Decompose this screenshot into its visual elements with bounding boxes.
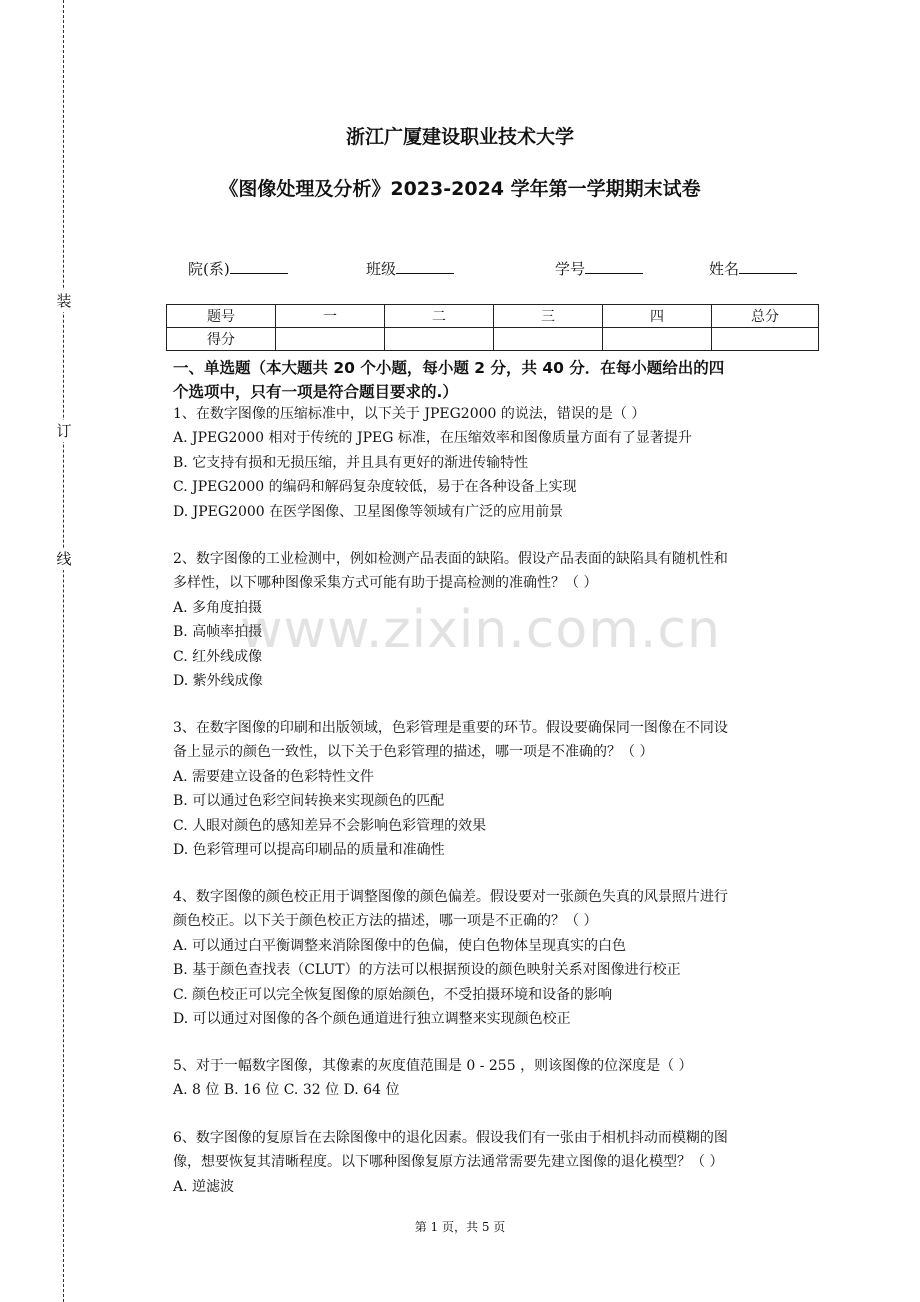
binding-char-ding: 订 xyxy=(54,420,74,442)
question-stem: 3、在数字图像的印刷和出版领域，色彩管理是重要的环节。假设要确保同一图像在不同设 xyxy=(173,720,728,736)
question-6 xyxy=(173,1126,823,1199)
question-stem: 备上显示的颜色一致性，以下关于色彩管理的描述，哪一项是不准确的？（ ） xyxy=(173,744,654,761)
option-c: C. 红外线成像 xyxy=(173,648,263,665)
option-d: D. 色彩管理可以提高印刷品的质量和准确性 xyxy=(173,842,445,859)
option-a: A. 可以通过白平衡调整来消除图像中的色偏，使白色物体呈现真实的白色 xyxy=(173,937,627,954)
question-stem: 多样性，以下哪种图像采集方式可能有助于提高检测的准确性？（ ） xyxy=(173,575,598,592)
option-b: B. 高帧率拍摄 xyxy=(173,624,263,641)
question-stem: 4、数字图像的颜色校正用于调整图像的颜色偏差。假设要对一张颜色失真的风景照片进行 xyxy=(173,889,728,905)
name-label: 姓名 xyxy=(709,260,740,278)
option-b: B. 它支持有损和无损压缩，并且具有更好的渐进传输特性 xyxy=(173,454,529,471)
question-stem: 颜色校正。以下关于颜色校正方法的描述，哪一项是不正确的？（ ） xyxy=(173,913,598,930)
option-a: A. 逆滤波 xyxy=(173,1178,235,1195)
section-heading xyxy=(173,356,823,404)
score-cell: 一 xyxy=(276,305,385,328)
name-blank[interactable] xyxy=(739,257,797,274)
score-input-cell[interactable] xyxy=(385,328,494,351)
question-stem: 6、数字图像的复原旨在去除图像中的退化因素。假设我们有一张由于相机抖动而模糊的图 xyxy=(173,1130,728,1146)
score-input-cell[interactable] xyxy=(712,328,819,351)
option-a: A. 多角度拍摄 xyxy=(173,599,263,616)
binding-char-xian: 线 xyxy=(54,548,74,570)
department-field xyxy=(188,257,288,279)
question-1 xyxy=(173,402,823,524)
section-heading-line: 个选项中，只有一项是符合题目要求的.） xyxy=(173,383,458,401)
school-name: 浙江广厦建设职业技术大学 xyxy=(345,126,574,148)
options-line: A. 8 位 B. 16 位 C. 32 位 D. 64 位 xyxy=(173,1082,400,1099)
student-id-blank[interactable] xyxy=(585,257,643,274)
score-table-header-row xyxy=(167,305,819,328)
student-id-label: 学号 xyxy=(555,260,586,278)
page-footer: 第 1 页，共 5 页 xyxy=(414,1220,506,1234)
question-stem: 1、在数字图像的压缩标准中，以下关于 JPEG2000 的说法，错误的是（ ） xyxy=(173,406,646,422)
question-stem: 像，想要恢复其清晰程度。以下哪种图像复原方法通常需要先建立图像的退化模型？（ ） xyxy=(173,1154,724,1171)
exam-title: 《图像处理及分析》2023-2024 学年第一学期期末试卷 xyxy=(219,178,701,200)
score-cell: 得分 xyxy=(167,328,276,351)
option-a: A. JPEG2000 相对于传统的 JPEG 标准，在压缩效率和图像质量方面有了显著提升 xyxy=(173,430,692,447)
department-blank[interactable] xyxy=(230,257,288,274)
option-d: D. 紫外线成像 xyxy=(173,673,263,690)
name-field xyxy=(709,257,797,279)
score-table xyxy=(166,304,819,351)
department-label: 院(系) xyxy=(188,260,230,278)
option-c: C. 颜色校正可以完全恢复图像的原始颜色，不受拍摄环境和设备的影响 xyxy=(173,986,613,1003)
score-cell: 三 xyxy=(494,305,603,328)
question-stem: 2、数字图像的工业检测中，例如检测产品表面的缺陷。假设产品表面的缺陷具有随机性和 xyxy=(173,551,728,567)
student-id-field xyxy=(555,257,643,279)
option-a: A. 需要建立设备的色彩特性文件 xyxy=(173,768,375,785)
option-b: B. 可以通过色彩空间转换来实现颜色的匹配 xyxy=(173,793,445,810)
option-d: D. 可以通过对图像的各个颜色通道进行独立调整来实现颜色校正 xyxy=(173,1011,571,1028)
option-c: C. 人眼对颜色的感知差异不会影响色彩管理的效果 xyxy=(173,817,487,834)
class-label: 班级 xyxy=(366,260,397,278)
question-4 xyxy=(173,885,823,1031)
score-cell: 题号 xyxy=(167,305,276,328)
score-input-cell[interactable] xyxy=(276,328,385,351)
watermark: www.zixin.com.cn xyxy=(240,600,721,660)
section-heading-line: 一、单选题（本大题共 20 个小题，每小题 2 分，共 40 分．在每小题给出的四 xyxy=(173,359,725,377)
option-c: C. JPEG2000 的编码和解码复杂度较低，易于在各种设备上实现 xyxy=(173,479,577,496)
question-3 xyxy=(173,716,823,862)
option-d: D. JPEG2000 在医学图像、卫星图像等领域有广泛的应用前景 xyxy=(173,503,564,520)
binding-char-zhuang: 装 xyxy=(54,290,74,312)
score-input-cell[interactable] xyxy=(603,328,712,351)
score-cell: 总分 xyxy=(712,305,819,328)
question-stem: 5、对于一幅数字图像，其像素的灰度值范围是 0 - 255 ，则该图像的位深度是（ ） xyxy=(173,1058,693,1074)
score-cell: 四 xyxy=(603,305,712,328)
class-blank[interactable] xyxy=(396,257,454,274)
score-table-score-row xyxy=(167,328,819,351)
question-5 xyxy=(173,1054,823,1103)
score-input-cell[interactable] xyxy=(494,328,603,351)
score-cell: 二 xyxy=(385,305,494,328)
option-b: B. 基于颜色查找表（CLUT）的方法可以根据预设的颜色映射关系对图像进行校正 xyxy=(173,962,681,979)
class-field xyxy=(366,257,454,279)
